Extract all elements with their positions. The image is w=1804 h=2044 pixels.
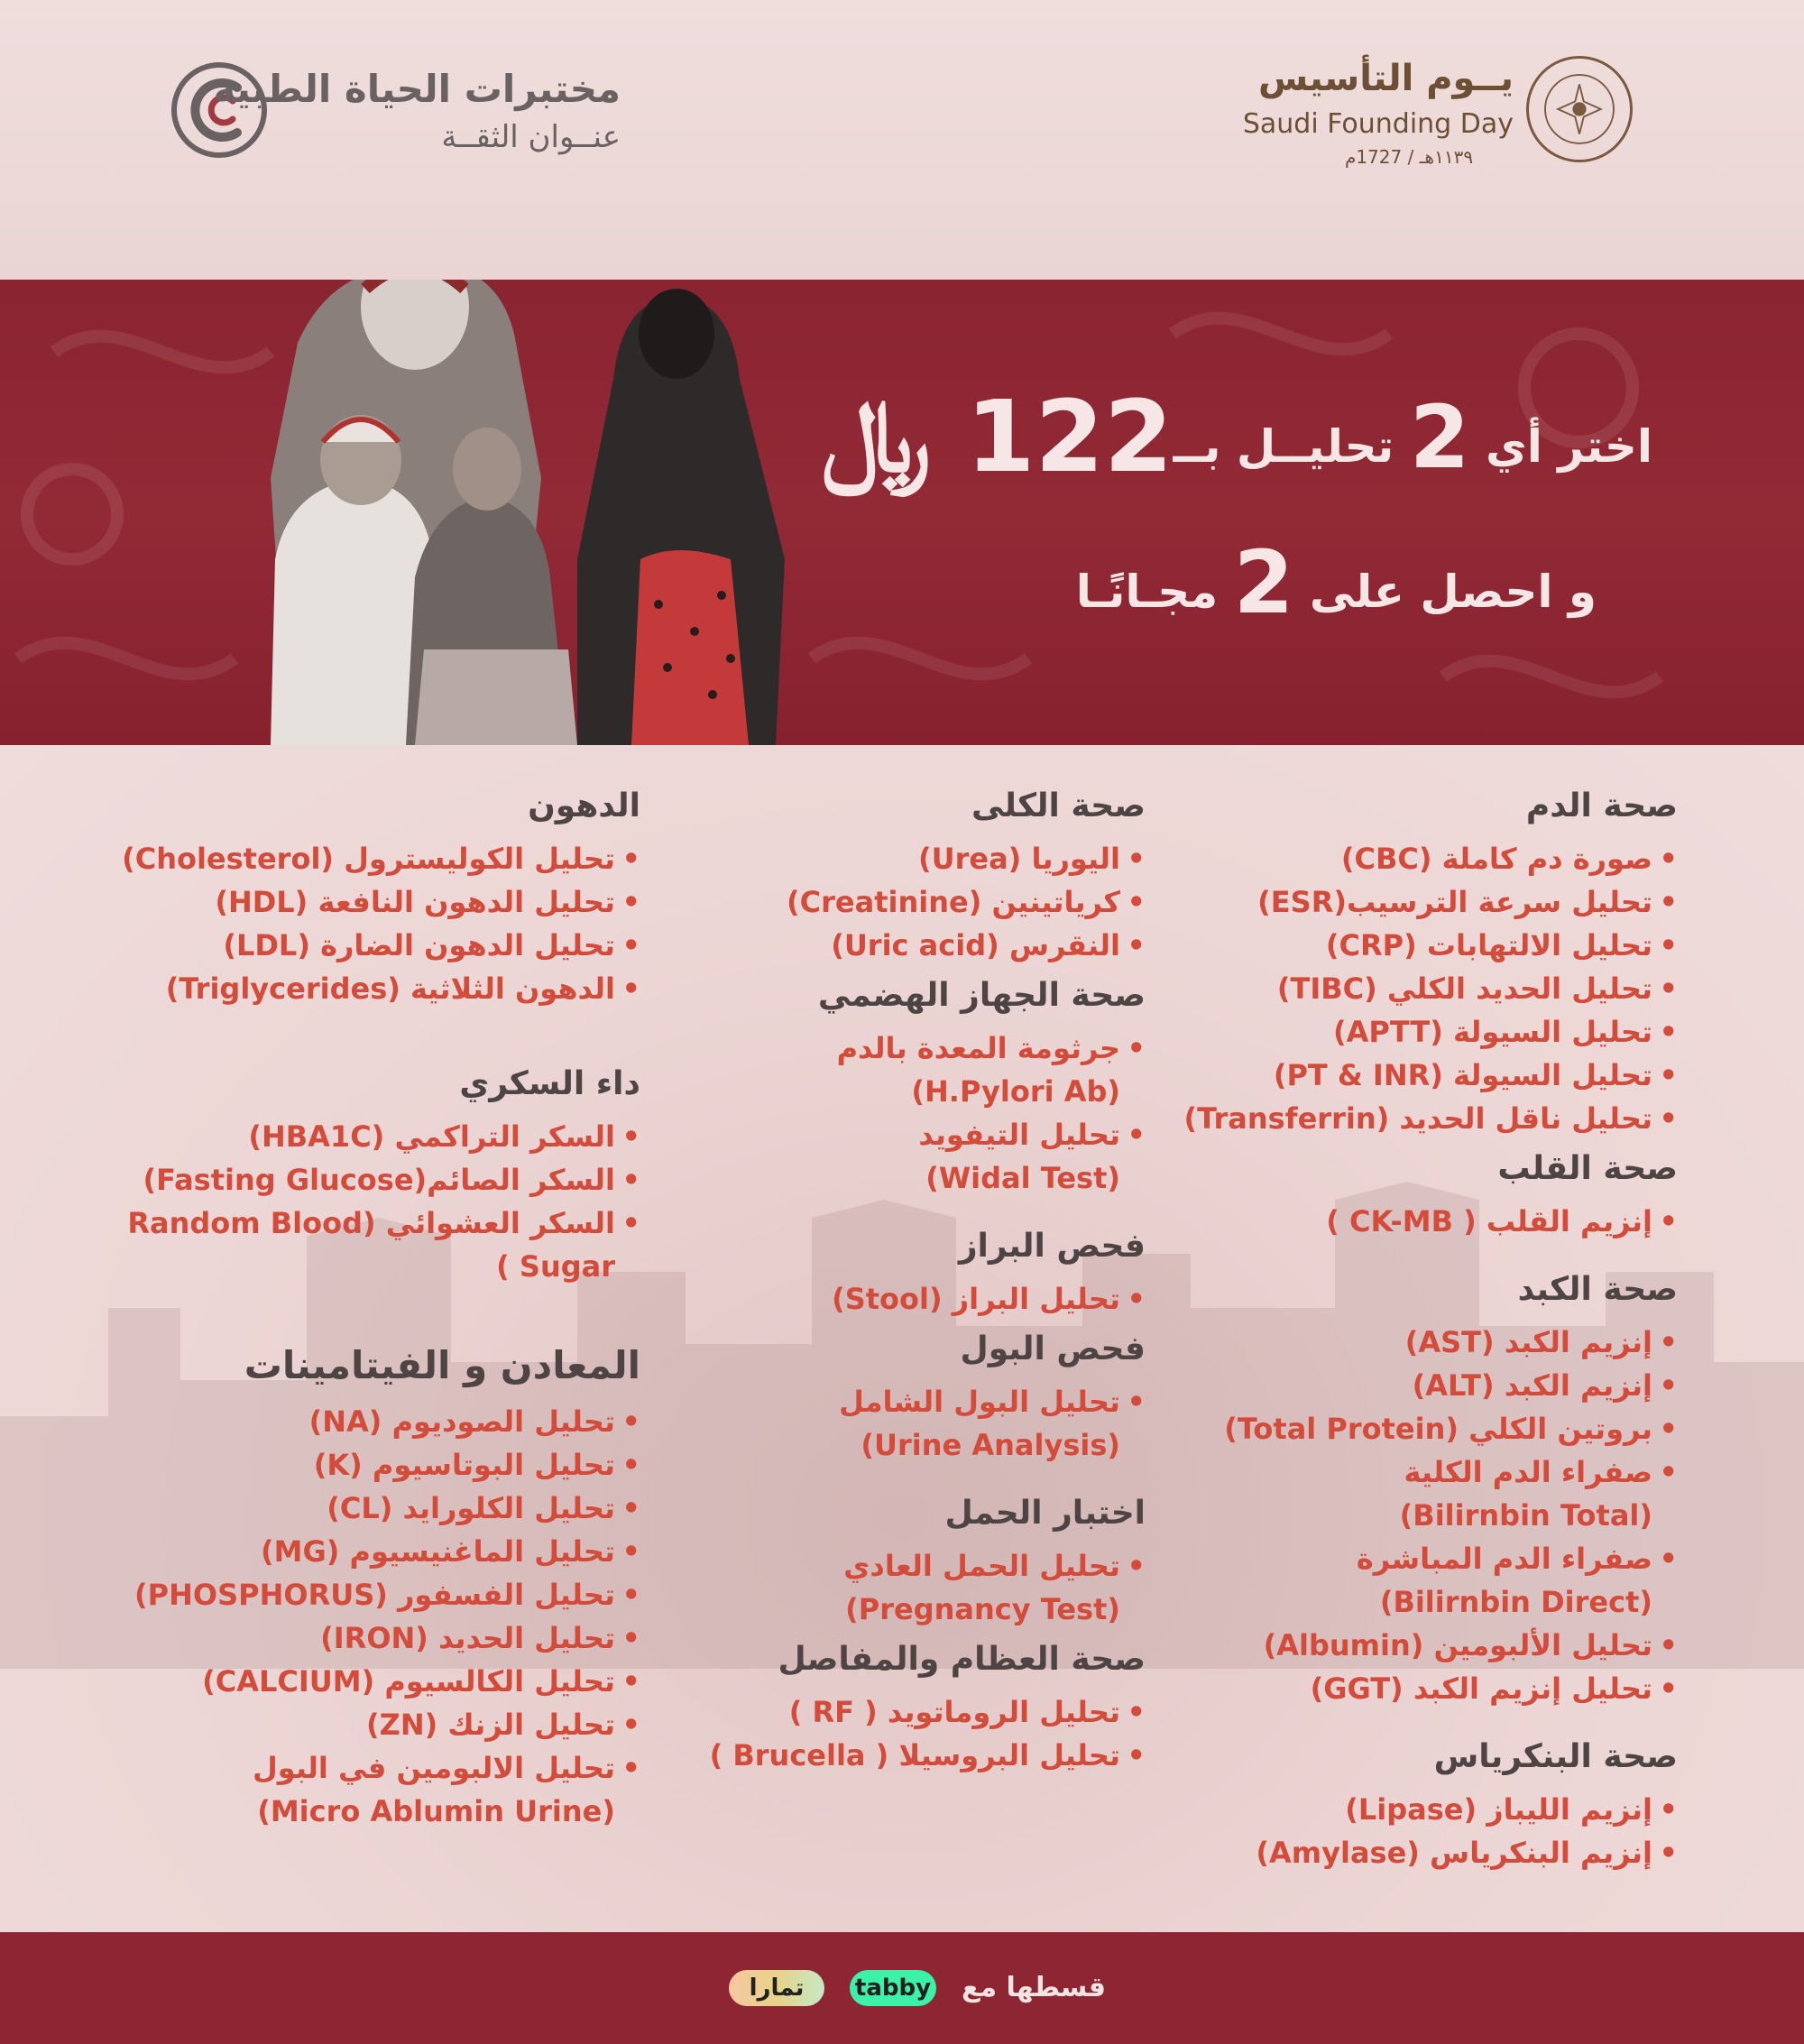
lab-logo <box>170 56 621 173</box>
list-item: • النقرس (Uric acid) <box>740 924 1146 967</box>
list-item: • تحليل التيفويد <box>740 1113 1146 1156</box>
offer-headline-line1 <box>822 379 1652 496</box>
list-item: • تحليل البراز (Stool) <box>740 1277 1146 1321</box>
offer-headline-line2 <box>1076 532 1597 633</box>
section-title: صحة البنكرياس <box>1433 1738 1678 1775</box>
tamara-logo: تمارا <box>729 1970 824 2006</box>
offer-line2-prefix: و احصل على <box>1309 566 1597 618</box>
section-title: صحة القلب <box>1497 1150 1678 1187</box>
list-item: • السكر العشوائي (Random Blood <box>81 1202 640 1245</box>
list-item-continuation: (Bilirnbin Total) <box>1399 1498 1652 1533</box>
list-item: • إنزيم البنكرياس (Amylase) <box>1173 1831 1678 1874</box>
section-title: داء السكري <box>459 1065 640 1102</box>
list-item: • السكر الصائم(Fasting Glucose) <box>81 1158 640 1202</box>
list-item: • تحليل الكالسيوم (CALCIUM) <box>81 1660 640 1703</box>
list-item: • تحليل السيولة (APTT) <box>1173 1010 1678 1054</box>
list-item: • جرثومة المعدة بالدم <box>740 1027 1146 1070</box>
list-item-continuation: Sugar ) <box>496 1249 615 1284</box>
left-column <box>81 787 640 1833</box>
list-item: • تحليل الحمل العادي <box>740 1544 1146 1588</box>
offer-line2-word: مجـانًـا <box>1075 566 1219 618</box>
list-item-continuation: (Micro Ablumin Urine) <box>257 1794 615 1828</box>
section-liver-health <box>1173 1270 1678 1710</box>
offer-line1-word: تحليــل بــ <box>1173 420 1394 473</box>
list-item-continuation: (Bilirnbin Direct) <box>1379 1585 1652 1619</box>
lab-name: مختبرات الحياة الطبية <box>213 67 621 111</box>
list-item: • إنزيم الكبد (ALT) <box>1173 1364 1678 1407</box>
list-item: • تحليل البروسيلا ( Brucella ) <box>740 1734 1146 1777</box>
list-item: • بروتين الكلي (Total Protein) <box>1173 1407 1678 1450</box>
list-item: • تحليل البول الشامل <box>740 1380 1146 1423</box>
founding-day-english: Saudi Founding Day <box>1242 108 1514 140</box>
list-item: • اليوريا (Urea) <box>740 837 1146 880</box>
list-item: • تحليل البوتاسيوم (K) <box>81 1443 640 1487</box>
list-item: • السكر التراكمي (HBA1C) <box>81 1115 640 1158</box>
list-item: • تحليل الالبومين في البول <box>81 1746 640 1790</box>
list-item: • تحليل الزنك (ZN) <box>81 1703 640 1746</box>
offer-line1-prefix: اختر أي <box>1485 420 1652 473</box>
list-item-continuation: (H.Pylori Ab) <box>911 1074 1120 1109</box>
section-stool-test <box>740 1227 1146 1321</box>
list-item-continuation: (Urine Analysis) <box>861 1428 1120 1462</box>
list-item: • تحليل الألبومين (Albumin) <box>1173 1624 1678 1667</box>
family-photo <box>189 280 803 745</box>
list-item: • تحليل الدهون الضارة (LDL) <box>81 924 640 967</box>
list-item: • تحليل إنزيم الكبد (GGT) <box>1173 1667 1678 1710</box>
section-digestive-health <box>740 976 1146 1200</box>
list-item-continuation: (Pregnancy Test) <box>845 1592 1120 1626</box>
list-item: • تحليل الفسفور (PHOSPHORUS) <box>81 1573 640 1616</box>
section-heart-health <box>1173 1149 1678 1243</box>
section-title: اختبار الحمل <box>944 1495 1146 1532</box>
list-item: • كرياتينين (Creatinine) <box>740 880 1146 924</box>
list-item: • تحليل الصوديوم (NA) <box>81 1400 640 1443</box>
list-item: • صورة دم كاملة (CBC) <box>1173 837 1678 880</box>
section-diabetes <box>81 1064 640 1288</box>
list-item: • تحليل الكلورايد (CL) <box>81 1487 640 1530</box>
middle-column <box>709 787 1146 1777</box>
section-title: فحص البراز <box>958 1228 1146 1265</box>
section-blood-health <box>1173 787 1678 1140</box>
founding-day-logo <box>1242 52 1633 188</box>
list-item: • تحليل ناقل الحديد (Transferrin) <box>1173 1097 1678 1140</box>
section-title: صحة الجهاز الهضمي <box>817 977 1146 1014</box>
offer-price: 122 ﷼ <box>821 379 1174 494</box>
list-item: • إنزيم القلب ( CK-MB ) <box>1173 1200 1678 1243</box>
list-item: • تحليل الدهون النافعة (HDL) <box>81 880 640 924</box>
section-title: صحة العظام والمفاصل <box>778 1641 1146 1678</box>
list-item: • تحليل الحديد (IRON) <box>81 1616 640 1660</box>
section-title: صحة الكبد <box>1517 1271 1678 1308</box>
right-column <box>1173 787 1678 1874</box>
section-pancreas-health <box>1173 1737 1678 1874</box>
list-item: • صفراء الدم الكلية <box>1173 1450 1678 1494</box>
section-title: صحة الدم <box>1525 787 1678 824</box>
section-title: المعادن و الفيتامينات <box>244 1343 640 1387</box>
section-title: صحة الكلى <box>971 787 1146 824</box>
section-bones-joints <box>709 1640 1146 1777</box>
tabby-logo: tabby <box>850 1970 936 2006</box>
founding-day-arabic: يــوم التأسيس <box>1258 58 1514 99</box>
list-item: • تحليل سرعة الترسيب(ESR) <box>1173 880 1678 924</box>
founding-day-years: ١١٣٩هـ / 1727م <box>1344 146 1474 168</box>
section-title: الدهون <box>528 787 640 824</box>
footer-bar <box>0 1932 1804 2044</box>
offer-banner <box>0 280 1804 745</box>
offer-line2-count: 2 <box>1233 532 1294 633</box>
list-item-continuation: (Widal Test) <box>925 1161 1120 1195</box>
section-title: فحص البول <box>960 1330 1146 1367</box>
section-kidney-health <box>740 787 1146 967</box>
lab-tagline: عنــوان الثقــة <box>441 119 621 155</box>
list-item: • تحليل الماغنيسيوم (MG) <box>81 1530 640 1573</box>
section-pregnancy-test <box>740 1494 1146 1631</box>
section-lipids <box>81 787 640 1010</box>
list-item: • تحليل الالتهابات (CRP) <box>1173 924 1678 967</box>
list-item: • إنزيم الليباز (Lipase) <box>1173 1788 1678 1831</box>
list-item: • صفراء الدم المباشرة <box>1173 1537 1678 1580</box>
list-item: • الدهون الثلاثية (Triglycerides) <box>81 967 640 1010</box>
offer-line1-count: 2 <box>1409 387 1470 488</box>
installment-label: قسطها مع <box>962 1972 1106 2003</box>
section-urine-test <box>740 1330 1146 1467</box>
list-item: • تحليل الحديد الكلي (TIBC) <box>1173 967 1678 1010</box>
founding-day-seal-icon <box>1526 56 1633 162</box>
list-item: • تحليل السيولة (PT & INR) <box>1173 1054 1678 1097</box>
section-minerals-vitamins <box>81 1342 640 1833</box>
list-item: • إنزيم الكبد (AST) <box>1173 1321 1678 1364</box>
list-item: • تحليل الروماتويد ( RF ) <box>740 1690 1146 1734</box>
list-item: • تحليل الكوليسترول (Cholesterol) <box>81 837 640 880</box>
